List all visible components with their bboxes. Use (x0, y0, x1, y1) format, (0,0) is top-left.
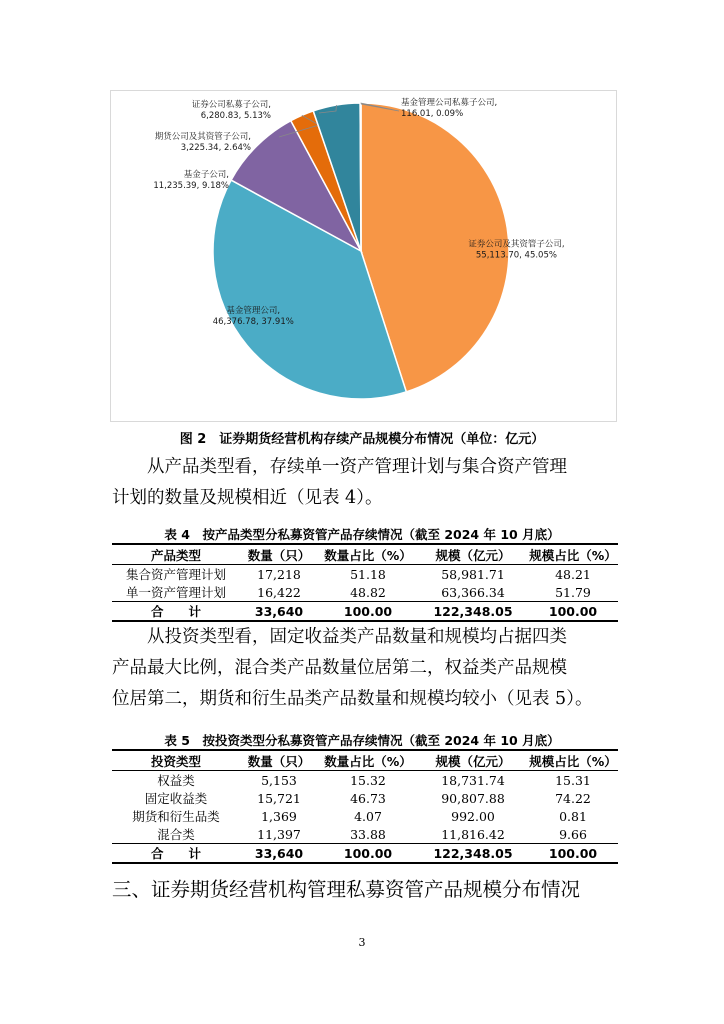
table-cell: 单一资产管理计划 (125, 585, 226, 600)
table-cell: 4.07 (354, 808, 382, 824)
table-cell: 122,348.05 (418, 602, 528, 622)
table4 (112, 543, 618, 622)
table-header-row (112, 750, 618, 771)
pie-slice-label: 基金管理公司私募子公司, 116.01, 0.09% (401, 98, 498, 119)
table-row (112, 825, 618, 844)
table-cell: 33,640 (240, 844, 318, 864)
pie-chart-svg (111, 91, 616, 421)
table-cell: 58,981.71 (441, 566, 505, 582)
pie-slice-label: 基金管理公司, 46,376.78, 37.91% (212, 305, 294, 327)
paragraph-line: 计划的数量及规模相近（见表 4）。 (112, 488, 383, 508)
table-cell: 122,348.05 (418, 844, 528, 864)
table-cell: 90,807.88 (441, 790, 505, 806)
table-cell: 100.00 (528, 602, 618, 622)
table-cell: 期货和衍生品类 (132, 809, 220, 824)
table-cell: 固定收益类 (144, 791, 208, 806)
paragraph-line: 产品最大比例，混合类产品数量位居第二，权益类产品规模 (112, 658, 567, 678)
table4-title: 表 4 按产品类型分私募资管产品存续情况（截至 2024 年 10 月底） (164, 527, 560, 542)
table-header-cell: 数量占比（%） (318, 544, 418, 565)
table-cell: 合 计 (112, 602, 240, 622)
table-cell: 63,366.34 (441, 584, 505, 600)
table5 (112, 749, 618, 864)
table-cell: 1,369 (261, 808, 297, 824)
table-header-cell: 投资类型 (112, 750, 240, 771)
table-cell: 100.00 (528, 844, 618, 864)
pie-slice-label: 期货公司及其资管子公司, 3,225.34, 2.64% (154, 132, 251, 153)
page-number: 3 (358, 936, 366, 949)
table-cell: 权益类 (157, 773, 195, 788)
table-cell: 5,153 (261, 772, 297, 788)
table-cell: 15.31 (555, 772, 591, 788)
table-header-cell: 数量占比（%） (318, 750, 418, 771)
table-cell: 0.81 (559, 808, 587, 824)
paragraph-line: 从产品类型看，存续单一资产管理计划与集合资产管理 (147, 457, 567, 477)
table-total-row (112, 602, 618, 622)
table-cell: 11,397 (257, 826, 301, 842)
table-cell: 15,721 (257, 790, 301, 806)
table-cell: 33.88 (350, 826, 386, 842)
table-cell: 17,218 (257, 566, 301, 582)
table-cell: 合 计 (112, 844, 240, 864)
table-cell: 9.66 (559, 826, 587, 842)
table-row (112, 565, 618, 584)
table-header-cell: 规模占比（%） (528, 750, 618, 771)
table-cell: 46.73 (350, 790, 386, 806)
table-cell: 992.00 (451, 808, 495, 824)
paragraph-line: 位居第二，期货和衍生品类产品数量和规模均较小（见表 5）。 (112, 689, 593, 709)
table-header-cell: 规模（亿元） (418, 750, 528, 771)
pie-chart (110, 90, 617, 422)
paragraph-product-type (112, 452, 618, 514)
table-cell: 11,816.42 (441, 826, 505, 842)
section-heading: 三、证券期货经营机构管理私募资管产品规模分布情况 (112, 878, 581, 901)
table-header-cell: 规模占比（%） (528, 544, 618, 565)
pie-slice-label: 证券公司及其资管子公司, 55,113.70, 45.05% (468, 239, 565, 261)
pie-slice-label: 证券公司私募子公司, 6,280.83, 5.13% (191, 100, 271, 121)
table-total-row (112, 844, 618, 864)
table-row (112, 771, 618, 790)
table-cell: 100.00 (318, 602, 418, 622)
table-cell: 集合资产管理计划 (125, 567, 226, 582)
table-header-cell: 数量（只） (240, 750, 318, 771)
paragraph-line: 从投资类型看，固定收益类产品数量和规模均占据四类 (147, 627, 567, 647)
table-cell: 16,422 (257, 584, 301, 600)
pie-slice (360, 103, 361, 251)
table-cell: 74.22 (555, 790, 591, 806)
table-cell: 15.32 (350, 772, 386, 788)
pie-slice-label: 基金子公司, 11,235.39, 9.18% (153, 170, 229, 191)
table-cell: 混合类 (157, 827, 195, 842)
table-row (112, 807, 618, 825)
paragraph-investment-type (112, 622, 618, 715)
table-cell: 100.00 (318, 844, 418, 864)
table-row (112, 583, 618, 602)
table-cell: 33,640 (240, 602, 318, 622)
table-cell: 48.82 (350, 584, 386, 600)
table-row (112, 789, 618, 807)
table-header-cell: 规模（亿元） (418, 544, 528, 565)
table-header-cell: 产品类型 (112, 544, 240, 565)
table-cell: 48.21 (555, 566, 591, 582)
table-header-row (112, 544, 618, 565)
table-cell: 51.79 (555, 584, 591, 600)
figure-caption: 图 2 证券期货经营机构存续产品规模分布情况（单位：亿元） (179, 432, 545, 447)
table-header-cell: 数量（只） (240, 544, 318, 565)
table-cell: 51.18 (350, 566, 386, 582)
table5-title: 表 5 按投资类型分私募资管产品存续情况（截至 2024 年 10 月底） (164, 733, 560, 748)
table-cell: 18,731.74 (441, 772, 505, 788)
